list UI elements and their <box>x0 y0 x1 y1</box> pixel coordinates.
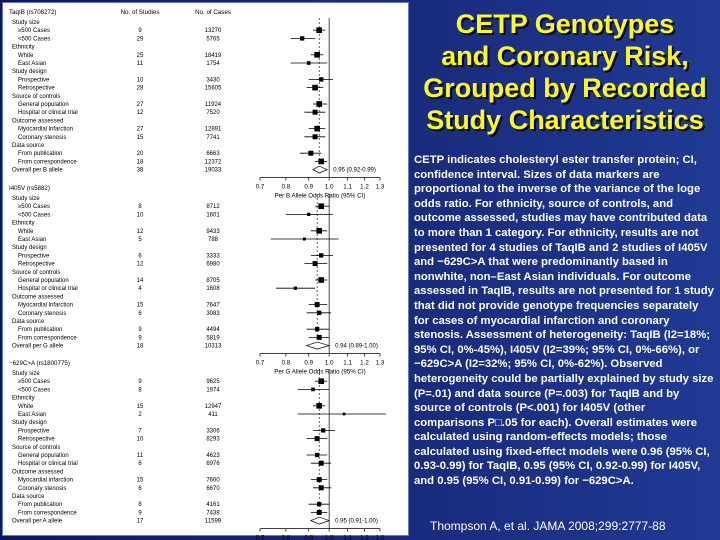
x-tick-label: 0.8 <box>281 534 291 540</box>
studies-cell: 12 <box>136 110 144 117</box>
subgroup-header: Source of controls <box>12 444 61 451</box>
subgroup-header: Source of controls <box>12 269 61 276</box>
studies-cell: 9 <box>138 28 142 35</box>
figure-caption: CETP indicates cholesteryl ester transfer protein; CI, confidence interval. Sizes of data markers are proportional to the inverse of the variance of the loge odds ratio. For ethnicity, source of controls, and outcome assessed, studies may have contributed data to more than 1 category. For ethnicity, results are not presented for 4 studies of TaqIB and 2 studies of I405V and −629C>A that were predominantly based in nonwhite, non–East Asian individuals. For outcome assessed in TaqIB, results are not presented for 1 study that did not provide genotype frequencies separately for cases of myocardial infarction and coronary stenosis. Assessment of heterogeneity: TaqIB (I2=18%; 95% CI, 0%-45%), I405V (I2=39%; 95% CI, 0%-66%), or −629C>A (I2=32%; 95% CI, 0%-62%). Observed heterogeneity could be partially explained by study size (P=.01) and data source (P=.003) for TaqIB and by source of controls (P<.001) for I405V (other comparisons P□.05 for each). Overall estimates were calculated using random-effects models; those calculated using fixed-effect models were 0.96 (95% CI, 0.93-0.99) for TaqIB, 0.95 (95% CI, 0.92-0.99) for I405V, and 0.95 (95% CI, 0.91-0.99) for −629C>A. <box>414 154 714 488</box>
x-tick-label: 1.1 <box>343 534 352 540</box>
studies-cell: 10 <box>136 77 144 84</box>
studies-cell: 28 <box>136 85 144 92</box>
studies-cell: 12 <box>136 228 144 235</box>
subgroup-label: From publication <box>18 151 63 158</box>
or-marker <box>303 238 306 241</box>
subgroup-label: ≥500 Cases <box>18 28 50 35</box>
or-marker <box>316 27 322 33</box>
studies-cell: 9 <box>138 379 142 386</box>
or-marker <box>307 213 310 216</box>
studies-cell: 9 <box>138 327 142 334</box>
x-tick-label: 1.3 <box>375 183 385 191</box>
studies-cell: 10 <box>136 436 144 443</box>
cases-cell: 19033 <box>204 167 222 174</box>
overall-label: Overall per A allele <box>12 518 63 525</box>
studies-cell: 8 <box>138 502 142 509</box>
overall-estimate: 0.95 (0.91-1.00) <box>335 518 378 525</box>
cases-cell: 411 <box>208 412 218 418</box>
x-tick-label: 1.1 <box>343 359 352 367</box>
x-tick-label: 0.8 <box>281 359 291 367</box>
x-tick-label: 1.3 <box>375 534 385 540</box>
or-marker <box>312 85 318 91</box>
cases-cell: 4161 <box>206 502 220 509</box>
subgroup-label: From publication <box>18 327 63 334</box>
cases-cell: 10313 <box>204 343 222 350</box>
or-marker <box>313 110 318 115</box>
studies-cell: 5 <box>138 237 142 243</box>
cases-cell: 8293 <box>206 436 220 443</box>
studies-cell: 15 <box>136 134 144 141</box>
cases-cell: 1601 <box>206 212 220 219</box>
x-axis-label: Per G Allele Odds Ratio (95% CI) <box>274 368 366 376</box>
subgroup-label: Retrospective <box>18 436 55 443</box>
x-tick-label: 0.7 <box>255 534 265 540</box>
cases-cell: 3333 <box>206 253 220 260</box>
cases-cell: 5765 <box>206 36 220 43</box>
or-marker <box>319 253 323 257</box>
column-header-cases: No. of Cases <box>195 9 231 16</box>
or-marker <box>319 485 324 490</box>
cases-cell: 18419 <box>204 52 222 59</box>
subgroup-header: Study design <box>12 420 47 427</box>
subgroup-label: East Asian <box>18 61 47 67</box>
studies-cell: 29 <box>136 36 144 43</box>
or-marker <box>315 436 320 441</box>
subgroup-label: Hospital or clinical trial <box>18 110 78 117</box>
subgroup-label: From correspondence <box>18 510 77 517</box>
cases-cell: 6670 <box>206 485 220 492</box>
cases-cell: 11924 <box>204 102 222 108</box>
studies-cell: 12 <box>136 261 144 268</box>
subgroup-label: ≥500 Cases <box>18 204 50 211</box>
studies-cell: 25 <box>136 52 144 59</box>
cases-cell: 9433 <box>206 228 220 235</box>
studies-cell: 6 <box>138 253 142 260</box>
studies-cell: 15 <box>136 403 144 410</box>
studies-cell: 4 <box>138 286 142 293</box>
or-marker <box>313 261 318 266</box>
subgroup-label: Myocardial infarction <box>18 126 74 133</box>
or-marker <box>319 77 323 81</box>
or-marker <box>316 403 322 409</box>
subgroup-header: Ethnicity <box>12 220 35 227</box>
or-marker <box>316 228 322 234</box>
or-marker <box>314 52 320 58</box>
or-marker <box>314 126 320 132</box>
cases-cell: 1754 <box>206 61 220 67</box>
subgroup-label: Myocardial infarction <box>18 302 74 309</box>
subgroup-header: Data source <box>12 319 45 325</box>
cases-cell: 11599 <box>204 518 222 525</box>
subgroup-label: <500 Cases <box>18 212 51 219</box>
studies-cell: 38 <box>136 167 144 174</box>
subgroup-label: From publication <box>18 502 63 509</box>
cases-cell: 1974 <box>206 387 220 394</box>
forest-plot-figure <box>2 2 409 540</box>
x-axis-label: Per B Allele Odds Ratio (95% CI) <box>274 192 366 200</box>
subgroup-label: General population <box>18 278 69 284</box>
subgroup-label: White <box>18 403 34 410</box>
or-marker <box>313 134 318 139</box>
cases-cell: 7520 <box>206 110 220 117</box>
or-marker <box>307 61 311 65</box>
subgroup-header: Study design <box>12 69 47 76</box>
studies-cell: 11 <box>136 453 144 459</box>
or-marker <box>318 203 324 209</box>
subgroup-label: Hospital or clinical trial <box>18 461 78 468</box>
studies-cell: 11 <box>136 61 144 67</box>
panel-title: TaqIB (rs708272) <box>9 9 57 16</box>
subgroup-header: Outcome assessed <box>12 294 64 301</box>
or-marker <box>294 287 297 290</box>
or-marker <box>315 327 319 331</box>
panel-title: I405V (rs5882) <box>9 185 50 192</box>
x-tick-label: 1.2 <box>360 534 369 540</box>
cases-cell: 7647 <box>206 302 220 309</box>
x-tick-label: 0.9 <box>304 534 314 540</box>
overall-diamond <box>313 166 327 173</box>
subgroup-label: Prospective <box>18 428 50 435</box>
studies-cell: 9 <box>138 510 142 517</box>
x-tick-label: 0.9 <box>304 359 314 367</box>
cases-cell: 8712 <box>206 204 220 211</box>
subgroup-header: Source of controls <box>12 93 61 100</box>
studies-cell: 10 <box>136 212 144 219</box>
subgroup-label: <500 Cases <box>18 387 51 394</box>
cases-cell: 12891 <box>204 126 222 133</box>
overall-label: Overall per G allele <box>12 343 64 350</box>
subgroup-label: White <box>18 228 34 235</box>
or-marker <box>317 335 322 340</box>
studies-cell: 7 <box>138 428 142 435</box>
citation: Thompson A, et al. JAMA 2008;299:2777-88 <box>430 519 666 533</box>
or-marker <box>316 101 322 107</box>
cases-cell: 6976 <box>206 461 220 468</box>
overall-diamond <box>311 517 329 524</box>
studies-cell: 8 <box>138 204 142 211</box>
subgroup-label: Coronary stenosis <box>18 485 67 492</box>
subgroup-header: Study size <box>12 20 40 26</box>
or-marker <box>317 311 321 315</box>
cases-cell: 7600 <box>206 477 220 484</box>
cases-cell: 3430 <box>206 77 220 84</box>
subgroup-label: Coronary stenosis <box>18 310 67 317</box>
cases-cell: 3306 <box>206 428 220 435</box>
overall-label: Overall per B allele <box>12 167 63 174</box>
or-marker <box>315 302 320 307</box>
studies-cell: 17 <box>136 518 144 525</box>
cases-cell: 12947 <box>204 403 222 410</box>
column-header-studies: No. of Studies <box>120 9 160 16</box>
cases-cell: 7741 <box>206 134 220 141</box>
x-tick-label: 0.7 <box>255 183 265 191</box>
or-marker <box>308 151 313 156</box>
cases-cell: 4623 <box>206 453 220 459</box>
cases-cell: 7438 <box>206 510 220 517</box>
x-tick-label: 1.1 <box>343 183 352 191</box>
subgroup-label: East Asian <box>18 237 47 243</box>
cases-cell: 6663 <box>206 151 220 158</box>
cases-cell: 12372 <box>204 159 222 166</box>
subgroup-header: Data source <box>12 143 45 149</box>
subgroup-header: Outcome assessed <box>12 469 64 476</box>
or-marker <box>319 461 324 466</box>
studies-cell: 15 <box>136 477 144 484</box>
subgroup-label: Coronary stenosis <box>18 134 67 141</box>
cases-cell: 8705 <box>206 278 220 284</box>
overall-estimate: 0.94 (0.89-1.00) <box>335 343 378 350</box>
subgroup-header: Data source <box>12 494 45 500</box>
studies-cell: 6 <box>138 485 142 492</box>
cases-cell: 13270 <box>204 28 222 35</box>
subgroup-header: Study size <box>12 196 40 202</box>
subgroup-label: Retrospective <box>18 85 55 92</box>
cases-cell: 15605 <box>204 85 222 92</box>
cases-cell: 3083 <box>206 310 220 317</box>
studies-cell: 8 <box>138 387 142 394</box>
x-tick-label: 1.0 <box>324 534 334 540</box>
subgroup-label: From correspondence <box>18 335 77 342</box>
cases-cell: 5819 <box>206 335 220 342</box>
overall-diamond <box>307 342 330 349</box>
studies-cell: 27 <box>136 126 144 133</box>
studies-cell: 15 <box>136 302 144 309</box>
or-marker <box>317 502 321 506</box>
or-marker <box>311 388 315 392</box>
subgroup-label: White <box>18 52 34 59</box>
studies-cell: 6 <box>138 461 142 468</box>
x-tick-label: 0.7 <box>255 359 265 367</box>
subgroup-label: Prospective <box>18 253 50 260</box>
overall-estimate: 0.95 (0.92-0.99) <box>333 167 376 174</box>
studies-cell: 27 <box>136 102 144 108</box>
or-marker <box>318 277 324 283</box>
subgroup-header: Study design <box>12 245 47 252</box>
cases-cell: 4494 <box>206 327 220 334</box>
studies-cell: 18 <box>136 159 144 166</box>
x-tick-label: 1.2 <box>360 359 369 367</box>
subgroup-header: Outcome assessed <box>12 118 64 125</box>
subgroup-header: Ethnicity <box>12 44 35 51</box>
x-tick-label: 1.0 <box>324 183 334 191</box>
studies-cell: 2 <box>138 412 142 418</box>
subgroup-label: <500 Cases <box>18 36 51 43</box>
or-marker <box>321 428 325 432</box>
subgroup-label: East Asian <box>18 412 47 418</box>
or-marker <box>318 159 324 165</box>
cases-cell: 1608 <box>206 286 220 293</box>
subgroup-label: ≥500 Cases <box>18 379 50 386</box>
panel-title: −629C>A (rs1800775) <box>9 360 70 367</box>
studies-cell: 14 <box>136 278 144 284</box>
slide-title: CETP Genotypes and Coronary Risk, Grouped by Recorded Study Characteristics <box>423 9 707 135</box>
subgroup-header: Study size <box>12 371 40 377</box>
subgroup-label: Retrospective <box>18 261 55 268</box>
x-tick-label: 1.2 <box>360 183 369 191</box>
studies-cell: 20 <box>136 151 144 158</box>
cases-cell: 788 <box>207 237 219 243</box>
subgroup-label: General population <box>18 453 69 459</box>
studies-cell: 9 <box>138 335 142 342</box>
studies-cell: 18 <box>136 343 144 350</box>
x-tick-label: 1.3 <box>375 359 385 367</box>
x-tick-label: 1.0 <box>324 359 334 367</box>
x-tick-label: 0.9 <box>304 183 314 191</box>
subgroup-header: Ethnicity <box>12 395 35 402</box>
subgroup-label: General population <box>18 102 69 108</box>
cases-cell: 9625 <box>206 379 220 386</box>
forest-plot-svg <box>3 3 410 540</box>
or-marker <box>317 477 322 482</box>
or-marker <box>318 378 324 384</box>
subgroup-label: From correspondence <box>18 159 77 166</box>
or-marker <box>343 413 346 416</box>
or-marker <box>315 453 319 457</box>
cases-cell: 6980 <box>206 261 220 268</box>
x-tick-label: 0.8 <box>281 183 291 191</box>
or-marker <box>317 510 322 515</box>
subgroup-label: Myocardial infarction <box>18 477 74 484</box>
subgroup-label: Prospective <box>18 77 50 84</box>
or-marker <box>300 36 304 40</box>
studies-cell: 6 <box>138 310 142 317</box>
subgroup-label: Hospital or clinical trial <box>18 286 78 293</box>
